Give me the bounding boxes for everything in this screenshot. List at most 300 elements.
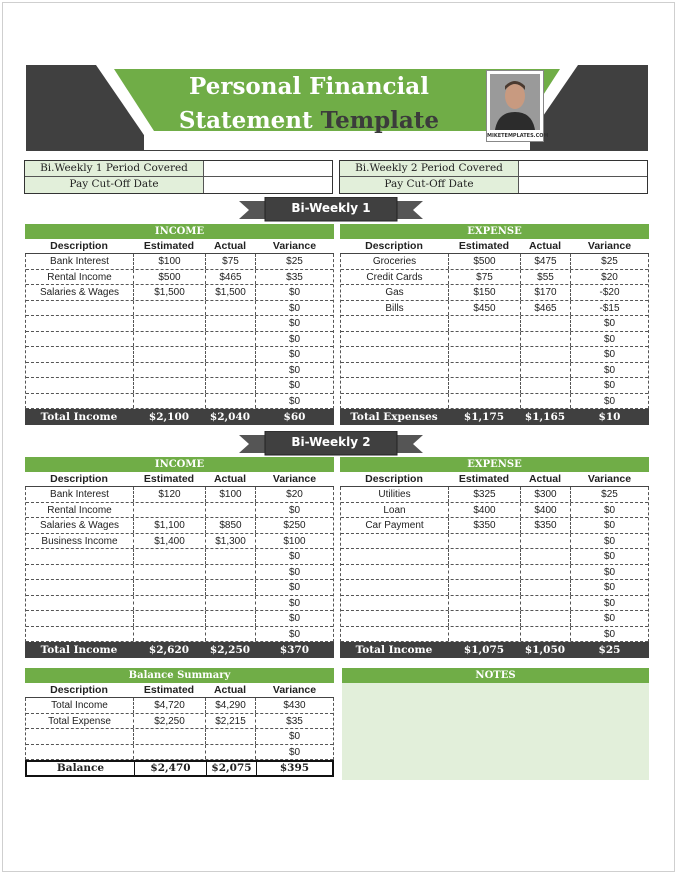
col-header-variance: Variance [272,684,317,696]
cell-description[interactable] [341,580,449,595]
cell-actual[interactable] [521,611,571,626]
total-estimated: $2,620 [148,644,190,656]
cell-estimated[interactable]: $75 [449,270,521,285]
cell-variance[interactable]: $430 [283,700,306,711]
cell-variance[interactable]: $0 [603,566,616,578]
total-row [25,642,334,658]
cell-description[interactable]: Loan [341,503,449,518]
cell-estimated[interactable]: $500 [134,270,206,285]
col-header-variance: Variance [587,473,632,485]
cell-actual[interactable] [206,316,256,331]
col-header-description: Description [365,240,423,252]
cell-variance[interactable]: $0 [288,628,301,640]
cell-estimated[interactable] [134,503,206,518]
cell-variance[interactable]: $0 [603,628,616,640]
cell-description[interactable]: Groceries [341,254,449,269]
cell-estimated[interactable] [134,565,206,580]
cell-actual[interactable] [206,549,256,564]
cell-actual[interactable]: $465 [206,270,256,285]
total-variance: $10 [598,411,621,423]
table-row [26,534,333,550]
income-table-bw2 [25,457,334,658]
balance-summary-table [25,668,334,777]
cell-variance[interactable]: $0 [288,318,301,329]
cell-description[interactable]: Bank Interest [26,487,134,502]
cell-variance[interactable]: $0 [603,582,616,593]
period-box-1 [24,160,333,194]
ribbon-label: Bi-Weekly 1 [291,201,371,215]
table-row [26,363,333,379]
expense-table-bw2 [340,457,649,658]
cell-variance[interactable]: $0 [603,504,616,516]
cell-actual[interactable]: $475 [521,254,571,269]
cell-estimated[interactable] [134,347,206,362]
cell-variance[interactable]: $35 [286,715,303,727]
table-heading: INCOME [25,457,334,472]
cell-description[interactable] [341,596,449,611]
col-header-estimated: Estimated [143,473,195,485]
table-row [341,285,648,301]
col-header-estimated: Estimated [458,473,510,485]
table-row [341,549,648,565]
cell-estimated[interactable] [134,729,206,744]
expense-table-bw1 [340,224,649,425]
col-header-description: Description [365,473,423,485]
cell-variance[interactable]: $0 [288,349,301,360]
cell-variance[interactable]: $0 [603,318,616,329]
cell-actual[interactable] [521,394,571,409]
table-row [341,565,648,581]
cell-actual[interactable] [206,503,256,518]
table-row [26,487,333,503]
cell-description[interactable]: Bank Interest [26,254,134,269]
cell-variance[interactable]: $0 [603,597,616,609]
cell-actual[interactable] [521,332,571,347]
cell-variance[interactable]: $20 [286,489,303,500]
statement-page [2,2,675,872]
table-heading: INCOME [25,224,334,239]
period-covered-label: Bi.Weekly 2 Period Covered [340,161,519,176]
cell-estimated[interactable] [449,580,521,595]
cell-actual[interactable] [206,627,256,642]
column-headers [340,472,649,487]
cell-estimated[interactable]: $100 [134,254,206,269]
cell-description[interactable]: Credit Cards [341,270,449,285]
table-row [26,316,333,332]
col-header-variance: Variance [272,473,317,485]
period-covered-value[interactable] [204,161,332,176]
cell-description[interactable]: Total Expense [26,714,134,729]
table-row [26,729,333,745]
cell-actual[interactable] [206,332,256,347]
cell-actual[interactable]: $400 [521,503,571,518]
cell-estimated[interactable]: $4,720 [134,698,206,713]
cell-actual[interactable] [521,596,571,611]
cell-description[interactable] [341,394,449,409]
cell-actual[interactable] [521,378,571,393]
title-statement: Statement [178,107,321,134]
cell-actual[interactable]: $4,290 [206,698,256,713]
cutoff-date-label: Pay Cut-Off Date [340,177,519,193]
cell-actual[interactable]: $2,215 [206,714,256,729]
cell-actual[interactable]: $55 [521,270,571,285]
cell-estimated[interactable]: $1,100 [134,518,206,533]
cell-description[interactable] [341,627,449,642]
period-box-2 [339,160,648,194]
cell-actual[interactable] [206,729,256,744]
cell-description[interactable] [26,301,134,316]
cell-actual[interactable] [206,378,256,393]
cell-description[interactable] [341,378,449,393]
cell-variance[interactable]: $0 [288,364,301,376]
cell-variance[interactable]: $0 [603,613,616,624]
cell-description[interactable] [26,729,134,744]
table-row [26,549,333,565]
table-row [341,316,648,332]
cell-description[interactable] [26,363,134,378]
cell-estimated[interactable] [134,549,206,564]
cell-estimated[interactable] [449,611,521,626]
cell-description[interactable] [341,549,449,564]
table-row [26,518,333,534]
cell-description[interactable]: Car Payment [341,518,449,533]
total-variance: $395 [279,762,310,774]
table-row [26,611,333,627]
table-row [341,254,648,270]
cell-variance[interactable]: $0 [603,535,616,547]
table-row [341,627,648,643]
cell-estimated[interactable] [449,627,521,642]
cell-actual[interactable] [206,565,256,580]
cell-variance[interactable]: $0 [288,302,301,314]
column-headers [25,239,334,254]
cell-estimated[interactable] [449,332,521,347]
cell-description[interactable]: Salaries & Wages [26,518,134,533]
period-covered-label: Bi.Weekly 1 Period Covered [25,161,204,176]
cell-estimated[interactable] [134,301,206,316]
cell-description[interactable] [26,347,134,362]
table-row [341,580,648,596]
table-heading: EXPENSE [340,224,649,239]
table-row [26,698,333,714]
cell-description[interactable] [26,596,134,611]
cell-variance[interactable]: $0 [288,566,301,578]
table-row [341,534,648,550]
cell-description[interactable] [26,580,134,595]
cell-actual[interactable] [206,745,256,760]
cell-variance[interactable]: $0 [288,333,301,345]
cell-variance[interactable]: $0 [288,380,301,391]
cell-variance[interactable]: $250 [283,520,306,531]
cell-variance[interactable]: $0 [288,504,301,516]
cell-actual[interactable] [206,347,256,362]
cell-estimated[interactable] [134,627,206,642]
cell-estimated[interactable] [449,378,521,393]
cell-estimated[interactable]: $1,400 [134,534,206,549]
cell-estimated[interactable] [134,394,206,409]
col-header-actual: Actual [528,240,562,252]
table-rows [340,487,649,642]
table-row [26,714,333,730]
col-header-description: Description [50,473,108,485]
table-rows [25,487,334,642]
cell-description[interactable] [341,332,449,347]
cell-actual[interactable]: $465 [521,301,571,316]
ribbon-label: Bi-Weekly 2 [291,435,371,449]
cell-estimated[interactable] [134,745,206,760]
cell-actual[interactable] [521,565,571,580]
cell-description[interactable] [26,332,134,347]
cell-estimated[interactable] [134,580,206,595]
cell-description[interactable] [26,745,134,760]
col-header-actual: Actual [528,473,562,485]
cell-variance[interactable]: -$20 [599,287,620,298]
cell-actual[interactable] [206,611,256,626]
income-table-bw1 [25,224,334,425]
cell-actual[interactable]: $170 [521,285,571,300]
cell-estimated[interactable] [449,565,521,580]
total-row [340,409,649,425]
cell-variance[interactable]: $25 [286,256,303,267]
cell-actual[interactable] [521,580,571,595]
table-row [341,611,648,627]
cell-variance[interactable]: $0 [288,597,301,609]
ribbon-biweekly-1 [239,197,423,221]
cell-description[interactable] [341,316,449,331]
total-variance: $370 [279,644,310,656]
cell-variance[interactable]: $0 [603,520,616,531]
cell-estimated[interactable] [449,394,521,409]
cell-actual[interactable]: $1,300 [206,534,256,549]
cell-description[interactable] [341,534,449,549]
total-actual: $1,050 [524,644,566,656]
total-row [25,409,334,425]
cell-description[interactable]: Utilities [341,487,449,502]
cell-actual[interactable] [206,596,256,611]
cell-variance[interactable]: $0 [288,395,301,407]
title-line-1: Personal Financial [189,73,429,100]
title-line-2 [144,107,474,135]
total-actual: $2,250 [209,644,251,656]
cutoff-date-value[interactable] [519,177,647,193]
cell-variance[interactable]: $35 [286,271,303,283]
col-header-actual: Actual [213,240,247,252]
total-row [25,760,334,777]
cell-variance[interactable]: $0 [603,349,616,360]
cell-description[interactable] [26,565,134,580]
cell-variance[interactable]: $25 [601,256,618,267]
cell-description[interactable] [26,549,134,564]
total-actual: $1,165 [524,411,566,423]
cell-variance[interactable]: $0 [288,746,301,758]
cell-actual[interactable] [521,627,571,642]
cell-description[interactable]: Total Income [26,698,134,713]
table-row [341,487,648,503]
total-actual: $2,075 [207,762,257,775]
cell-estimated[interactable] [134,596,206,611]
table-row [341,378,648,394]
cell-variance[interactable]: $0 [603,551,616,562]
cell-actual[interactable]: $350 [521,518,571,533]
cell-estimated[interactable]: $325 [449,487,521,502]
cell-description[interactable] [26,627,134,642]
column-headers [25,472,334,487]
cell-description[interactable] [341,347,449,362]
column-headers [25,683,334,698]
col-header-estimated: Estimated [143,684,195,696]
cell-description[interactable]: Business Income [26,534,134,549]
cell-estimated[interactable]: $2,250 [134,714,206,729]
cell-estimated[interactable] [134,378,206,393]
table-row [341,596,648,612]
cell-description[interactable] [341,363,449,378]
cell-variance[interactable]: $0 [603,380,616,391]
col-header-variance: Variance [587,240,632,252]
cell-actual[interactable]: $850 [206,518,256,533]
table-row [26,503,333,519]
table-row [26,580,333,596]
table-row [341,301,648,317]
total-description: Total Expenses [350,411,438,423]
col-header-actual: Actual [213,473,247,485]
total-variance: $60 [283,411,306,423]
cell-estimated[interactable] [449,549,521,564]
cell-estimated[interactable] [134,363,206,378]
cell-description[interactable] [26,394,134,409]
total-estimated: $2,470 [135,762,207,775]
column-headers [340,239,649,254]
cell-actual[interactable] [521,534,571,549]
table-row [341,347,648,363]
cell-actual[interactable]: $300 [521,487,571,502]
cell-estimated[interactable] [134,316,206,331]
cell-variance[interactable]: $100 [283,535,306,547]
cell-estimated[interactable]: $350 [449,518,521,533]
cutoff-date-value[interactable] [204,177,332,193]
notes-heading: NOTES [342,668,649,683]
cell-description[interactable]: Rental Income [26,270,134,285]
table-row [26,347,333,363]
cell-variance[interactable]: $0 [288,551,301,562]
table-row [341,270,648,286]
cell-description[interactable] [26,378,134,393]
cell-variance[interactable]: $0 [288,613,301,624]
profile-photo [486,70,549,142]
cell-estimated[interactable]: $400 [449,503,521,518]
total-description: Total Income [355,644,433,656]
table-row [26,270,333,286]
table-rows [25,698,334,760]
total-description: Total Income [40,411,118,423]
cell-description[interactable] [26,611,134,626]
cell-description[interactable]: Gas [341,285,449,300]
table-rows [25,254,334,409]
table-row [26,745,333,761]
cell-actual[interactable]: $75 [206,254,256,269]
col-header-variance: Variance [272,240,317,252]
title-template: Template [320,107,440,134]
cell-description[interactable]: Salaries & Wages [26,285,134,300]
cell-actual[interactable]: $100 [206,487,256,502]
photo-caption: MIKETEMPLATES.COM [487,133,549,139]
total-estimated: $2,100 [148,411,190,423]
cell-estimated[interactable]: $150 [449,285,521,300]
table-row [341,332,648,348]
col-header-description: Description [50,684,108,696]
cell-description[interactable] [341,611,449,626]
cell-description[interactable] [26,316,134,331]
total-description: Balance [27,762,135,775]
cell-variance[interactable]: $20 [601,271,618,283]
table-row [26,394,333,410]
table-row [341,363,648,379]
col-header-description: Description [50,240,108,252]
table-heading: EXPENSE [340,457,649,472]
cell-actual[interactable] [521,347,571,362]
cell-actual[interactable] [206,363,256,378]
cell-estimated[interactable]: $450 [449,301,521,316]
period-covered-value[interactable] [519,161,647,176]
table-row [26,332,333,348]
cell-actual[interactable] [521,316,571,331]
table-row [26,627,333,643]
cell-estimated[interactable]: $120 [134,487,206,502]
cell-variance[interactable]: $0 [288,582,301,593]
cell-estimated[interactable] [134,332,206,347]
table-row [341,518,648,534]
cell-estimated[interactable] [449,363,521,378]
cell-actual[interactable] [521,549,571,564]
cell-estimated[interactable] [449,534,521,549]
notes-panel[interactable] [342,668,649,780]
total-estimated: $1,075 [463,644,505,656]
table-rows [340,254,649,409]
cell-variance[interactable]: $0 [288,287,301,298]
cell-estimated[interactable] [449,316,521,331]
cell-actual[interactable] [206,394,256,409]
cell-actual[interactable]: $1,500 [206,285,256,300]
cell-estimated[interactable]: $1,500 [134,285,206,300]
ribbon-biweekly-2 [239,431,423,455]
cell-estimated[interactable] [134,611,206,626]
cell-estimated[interactable]: $500 [449,254,521,269]
cell-description[interactable] [341,565,449,580]
cell-description[interactable]: Rental Income [26,503,134,518]
avatar [490,74,540,130]
total-estimated: $1,175 [463,411,505,423]
cell-variance[interactable]: -$15 [599,302,620,314]
cell-variance[interactable]: $0 [603,364,616,376]
table-row [26,565,333,581]
cell-variance[interactable]: $25 [601,489,618,500]
cell-description[interactable]: Bills [341,301,449,316]
cell-variance[interactable]: $0 [603,333,616,345]
cell-actual[interactable] [206,580,256,595]
table-heading: Balance Summary [25,668,334,683]
cell-estimated[interactable] [449,596,521,611]
table-row [26,254,333,270]
cell-estimated[interactable] [449,347,521,362]
cell-variance[interactable]: $0 [603,395,616,407]
cell-actual[interactable] [521,363,571,378]
col-header-estimated: Estimated [458,240,510,252]
table-row [341,503,648,519]
table-row [341,394,648,410]
cell-variance[interactable]: $0 [288,731,301,742]
cell-actual[interactable] [206,301,256,316]
table-row [26,301,333,317]
col-header-estimated: Estimated [143,240,195,252]
